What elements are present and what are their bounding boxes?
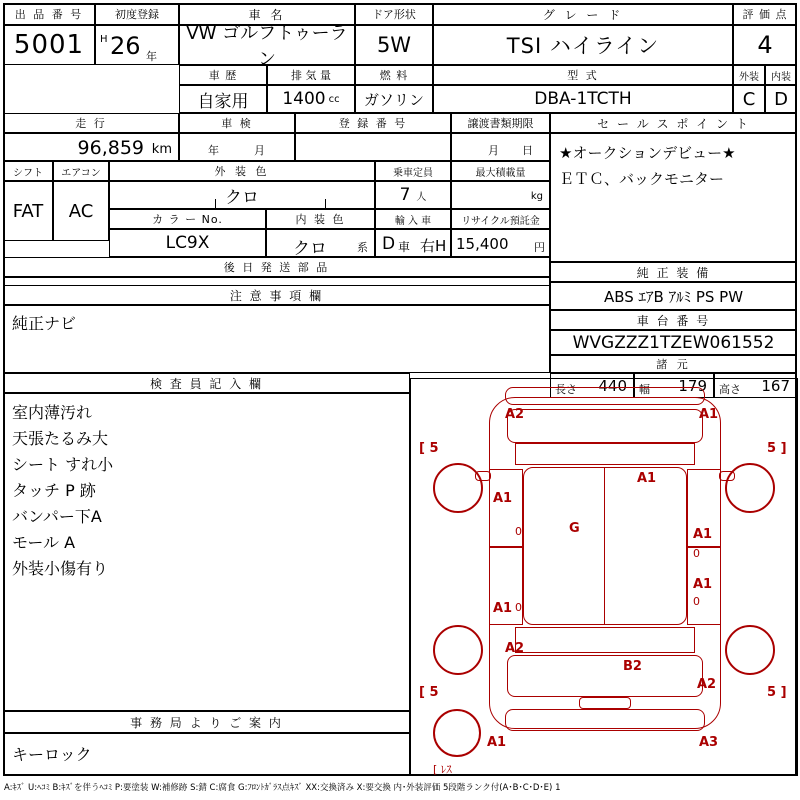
aircon-text: AC — [68, 200, 94, 222]
capacity-value — [375, 181, 451, 209]
width-value: 179 — [678, 377, 707, 395]
shift-text: FAT — [12, 200, 44, 222]
diagram-mark-right-rear-a2: A2 — [697, 677, 717, 692]
inspector-line-2: シート すれ小 — [12, 455, 114, 474]
import-d-text: D — [382, 234, 396, 254]
model-code-value — [433, 85, 733, 113]
exterior-grade-label: 外装 — [733, 65, 765, 85]
lot-number-label: 出 品 番 号 — [3, 3, 95, 25]
inspection-value — [179, 133, 295, 161]
aircon-value — [53, 181, 109, 241]
exterior-color-divider-2 — [325, 199, 326, 209]
exterior-color-value — [109, 181, 375, 209]
recycle-text: 15,400 — [456, 235, 509, 253]
diagram-mark-bottom-res: [ ﾚｽ — [433, 763, 452, 776]
model-code-text: DBA-1TCTH — [534, 89, 632, 109]
inspection-label: 車 検 — [179, 113, 295, 133]
score-label: 評 価 点 — [733, 3, 797, 25]
displacement-unit: cc — [328, 93, 340, 105]
interior-color-label: 内 装 色 — [266, 209, 375, 229]
registration-label: 登 録 番 号 — [295, 113, 451, 133]
model-code-label: 型 式 — [433, 65, 733, 85]
interior-grade-text: D — [774, 88, 788, 110]
history-value — [179, 85, 267, 113]
mileage-unit: km — [151, 142, 172, 157]
width-label: 幅 — [639, 383, 650, 396]
diagram-mark-center-g: G — [569, 521, 580, 536]
trunk-lid — [507, 655, 703, 697]
import-value — [375, 229, 451, 257]
equipment-value — [550, 282, 797, 310]
diagram-mark-left-bracket-top: [ 5 — [419, 441, 439, 456]
office-label: 事 務 局 よ り ご 案 内 — [3, 711, 410, 733]
grade-text: TSI ハイライン — [506, 34, 660, 58]
roof-center-line — [604, 467, 605, 625]
shift-label: シフト — [3, 161, 53, 181]
vin-label: 車 台 番 号 — [550, 310, 797, 330]
interior-grade-label: 内装 — [765, 65, 797, 85]
import-label: 輸 入 車 — [375, 209, 451, 229]
hood — [507, 409, 703, 443]
history-text: 自家用 — [197, 91, 249, 112]
transfer-deadline-value — [451, 133, 550, 161]
notes-text: 純正ナビ — [12, 314, 77, 333]
diagram-mark-right-bracket-top: 5 ] — [767, 441, 787, 456]
diagram-mark-left-bracket-bottom: [ 5 — [419, 685, 439, 700]
max-load-unit: kg — [530, 191, 543, 202]
interior-color-value — [266, 229, 375, 257]
mirror-left — [475, 471, 491, 481]
import-rh-text: 右H — [420, 237, 447, 255]
diagram-mark-left-front-a1: A1 — [493, 491, 513, 506]
year-unit: 年 — [146, 50, 157, 63]
vehicle-diagram — [410, 378, 798, 776]
notes-label: 注 意 事 項 欄 — [3, 285, 550, 305]
diagram-mark-right-upper-a1: A1 — [693, 527, 713, 542]
recycle-label: リサイクル預託金 — [451, 209, 550, 229]
grade-label: グ レ ー ド — [433, 3, 733, 25]
lot-number-value — [3, 25, 95, 65]
height-label: 高さ — [719, 383, 741, 396]
door-shape-value — [355, 25, 433, 65]
history-label: 車 歴 — [179, 65, 267, 85]
diagram-mark-bottom-left-a1: A1 — [487, 735, 507, 750]
exterior-color-label: 外 装 色 — [109, 161, 375, 181]
door-shape-label: ドア形状 — [355, 3, 433, 25]
diagram-mark-right-lower-a1: A1 — [693, 577, 713, 592]
sales-point-line-1: ＥＴＣ、バックモニター — [559, 170, 725, 188]
registration-value — [295, 133, 451, 161]
sales-point-label: セ ー ル ス ポ イ ン ト — [550, 113, 797, 133]
car-name-value — [179, 23, 355, 70]
mileage-value — [3, 133, 179, 161]
interior-color-suffix: 系 — [357, 241, 368, 254]
diagram-mark-left-rear-a1: A1 — [493, 601, 513, 616]
max-load-value — [451, 181, 550, 209]
front-bumper — [505, 387, 705, 405]
diagram-mark-inner-left-zero: 0 — [515, 525, 522, 538]
car-name-text: VW ゴルフトゥーラン — [186, 23, 348, 70]
diagram-mark-left-rear-a2: A2 — [505, 641, 525, 656]
exterior-color-text: クロ — [225, 187, 259, 208]
displacement-label: 排 気 量 — [267, 65, 355, 85]
era-symbol: H — [100, 34, 108, 45]
diagram-mark-center-lower-b2: B2 — [623, 659, 642, 674]
mileage-label: 走 行 — [3, 113, 179, 133]
score-value — [733, 25, 797, 65]
mirror-right — [719, 471, 735, 481]
max-load-label: 最大積載量 — [451, 161, 550, 181]
door-shape-text: 5W — [376, 33, 412, 57]
shift-value — [3, 181, 53, 241]
exterior-grade-text: C — [742, 88, 756, 110]
vin-value — [550, 330, 797, 355]
score-text: 4 — [757, 31, 773, 59]
inspector-line-6: 外装小傷有り — [12, 559, 109, 578]
color-no-value — [109, 229, 266, 257]
mileage-text: 96,859 — [77, 137, 144, 159]
diagram-mark-top-right-a1: A1 — [699, 407, 719, 422]
first-registration-value — [95, 25, 179, 65]
diagram-mark-inner-right-zero: 0 — [693, 547, 700, 560]
spare-wheel — [433, 709, 481, 757]
import-car-text: 車 — [398, 240, 411, 254]
diagram-mark-top-left-a2: A2 — [505, 407, 525, 422]
equipment-text: ABS ｴｱB ｱﾙﾐ PS PW — [603, 287, 744, 306]
height-value: 167 — [761, 377, 790, 395]
displacement-value — [267, 85, 355, 113]
inspector-label: 検 査 員 記 入 欄 — [3, 373, 410, 393]
wheel-front-left — [433, 463, 483, 513]
notes-value — [3, 305, 550, 373]
fuel-text: ガソリン — [363, 90, 424, 109]
aircon-label: エアコン — [53, 161, 109, 181]
color-no-label: カ ラ ー No. — [109, 209, 266, 229]
grade-value — [433, 25, 733, 65]
exterior-color-divider-1 — [215, 199, 216, 209]
windshield — [515, 443, 695, 465]
inspector-line-1: 天張たるみ大 — [12, 429, 109, 448]
diagram-mark-center-upper-a1: A1 — [637, 471, 657, 486]
capacity-text: 7 — [399, 185, 411, 205]
diagram-mark-bottom-right-a3: A3 — [699, 735, 719, 750]
roof-panel — [523, 467, 687, 625]
inspector-line-0: 室内薄汚れ — [12, 403, 93, 422]
dimensions-label: 諸 元 — [550, 355, 797, 373]
length-label: 長さ — [555, 383, 577, 396]
diagram-mark-inner-right-zero2: 0 — [693, 595, 700, 608]
recycle-unit: 円 — [534, 241, 545, 254]
diagram-mark-right-bracket-bottom: 5 ] — [767, 685, 787, 700]
color-no-text: LC9X — [165, 233, 210, 253]
office-text: キーロック — [12, 745, 92, 764]
inspector-value — [3, 393, 410, 711]
interior-grade-value — [765, 85, 797, 113]
rear-bumper — [505, 709, 705, 731]
equipment-label: 純 正 装 備 — [550, 262, 797, 282]
first-registration-year: 26 — [110, 32, 141, 60]
diagram-mark-inner-left-zero2: 0 — [515, 601, 522, 614]
wheel-rear-right — [725, 625, 775, 675]
recycle-value — [451, 229, 550, 257]
inspection-year-unit: 年 — [208, 144, 219, 157]
office-value — [3, 733, 410, 776]
later-parts-label: 後 日 発 送 部 品 — [3, 257, 550, 277]
fuel-value — [355, 85, 433, 113]
inspector-line-4: バンパー下A — [12, 507, 102, 526]
wheel-rear-left — [433, 625, 483, 675]
lot-number-text: 5001 — [13, 30, 85, 60]
length-value: 440 — [598, 377, 627, 395]
displacement-text: 1400 — [282, 89, 326, 109]
capacity-unit: 人 — [416, 191, 427, 203]
sales-point-line-0: ★オークションデビュー★ — [559, 144, 736, 162]
first-registration-label: 初度登録 — [95, 3, 179, 25]
inspector-line-3: タッチ P 跡 — [12, 481, 96, 500]
transfer-day-unit: 日 — [522, 144, 533, 157]
transfer-month-unit: 月 — [488, 144, 499, 157]
inspector-line-5: モール A — [12, 533, 76, 552]
rear-window — [515, 627, 695, 653]
footer-legend: A:ｷｽﾞ U:ﾍｺﾐ B:ｷｽﾞを伴うﾍｺﾐ P:要塗装 W:補修跡 S:錆 C:腐食 G:ﾌﾛﾝﾄｶﾞﾗｽ点ｷｽﾞ XX:交換済み X:要交換 内･外装評価 5段階ランク付(A･B･C･D･E) 1 — [4, 783, 561, 793]
rear-license-plate — [579, 697, 631, 709]
exterior-grade-value — [733, 85, 765, 113]
transfer-deadline-label: 譲渡書類期限 — [451, 113, 550, 133]
inspection-month-unit: 月 — [254, 144, 265, 157]
capacity-label: 乗車定員 — [375, 161, 451, 181]
fuel-label: 燃 料 — [355, 65, 433, 85]
vin-text: WVGZZZ1TZEW061552 — [572, 332, 775, 353]
interior-color-text: クロ — [293, 239, 327, 259]
sales-point-value — [550, 133, 797, 262]
car-name-label: 車 名 — [179, 3, 355, 25]
